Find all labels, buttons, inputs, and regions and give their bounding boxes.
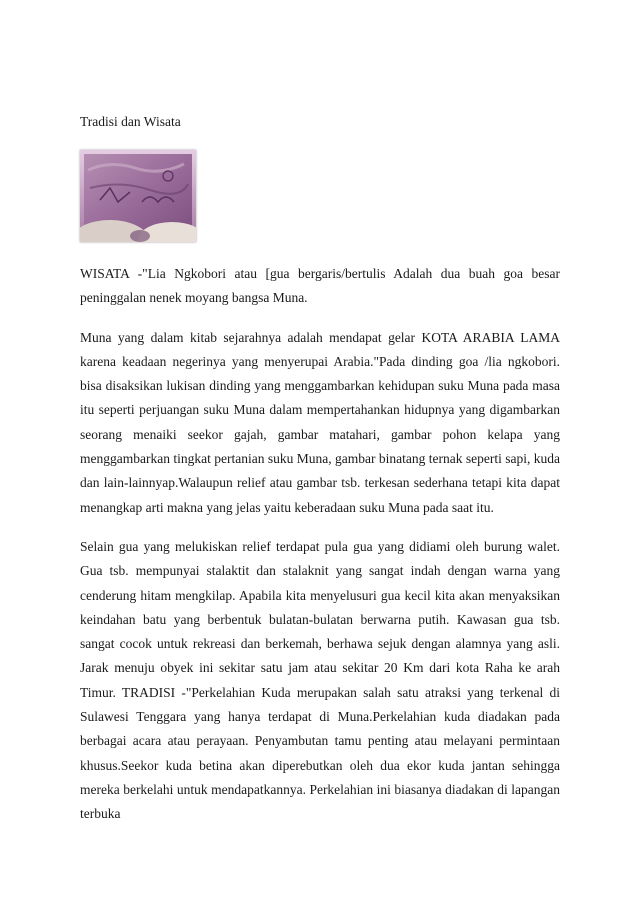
paragraph-2: Muna yang dalam kitab sejarahnya adalah mendapat gelar KOTA ARABIA LAMA karena keadaan negerinya yang menyerupai Arabia."Pada dinding goa /lia ngkobori. bisa disaksikan lukisan dinding yang menggambarkan kehidupan suku Muna pada masa itu seperti perjuangan suku Muna dalam mempertahankan hidupnya yang digambarkan seorang menaiki seekor gajah, gambar matahari, gambar pohon kelapa yang menggambarkan tingkat pertanian suku Muna, gambar binatang ternak seperti sapi, kuda dan lain-lainnyap.Walaupun relief atau gambar tsb. terkesan sederhana tetapi kita dapat menangkap arti makna yang jelas yaitu keberadaan suku Muna pada saat itu. [80,329,560,515]
cave-relief-photo [80,150,196,242]
article-body [80,262,560,842]
cave-relief-image [80,150,196,242]
paragraph-1: WISATA -"Lia Ngkobori atau [gua bergaris/bertulis Adalah dua buah goa besar peninggalan nenek moyang bangsa Muna. [80,266,560,306]
document-title: Tradisi dan Wisata [80,114,181,129]
paragraph-3: Selain gua yang melukiskan relief terdapat pula gua yang didiami oleh burung walet. Gua tsb. mempunyai stalaktit dan stalaknit yang sangat indah dengan warna yang cenderung hitam mengkilap. Apabila kita menyelusuri gua kecil kita akan menyaksikan keindahan batu yang berbentuk bulatan-bulatan berwarna putih. Kawasan gua tsb. sangat cocok untuk rekreasi dan berkemah, berhawa sejuk dengan alamnya yang asli. Jarak menuju obyek ini sekitar satu jam atau sekitar 20 Km dari kota Raha ke arah Timur. TRADISI -"Perkelahian Kuda merupakan salah satu atraksi yang terkenal di Sulawesi Tenggara yang hanya terdapat di Muna.Perkelahian kuda diadakan pada berbagai acara atau perayaan. Penyambutan tamu penting atau melayani permintaan khusus.Seekor kuda betina akan diperebutkan oleh dua ekor kuda jantan sehingga mereka berkelahi untuk mendapatkannya. Perkelahian ini biasanya diadakan di lapangan terbuka [80,538,560,822]
